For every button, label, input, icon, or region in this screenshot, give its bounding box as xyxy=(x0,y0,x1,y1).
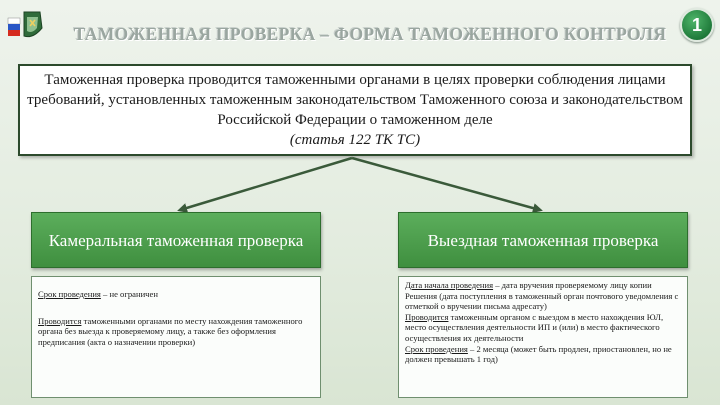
slide-number-badge: 1 xyxy=(680,8,714,42)
desk-term-label: Срок проведения xyxy=(38,289,101,299)
field-check-heading: Выездная таможенная проверка xyxy=(398,212,688,268)
field-term-paragraph xyxy=(405,344,681,365)
desk-conducted-text: таможенными органами по месту нахождения таможенного органа без выезда к проверяемому лицу, а также без оформления предписания (акта о назначении проверки) xyxy=(38,315,303,347)
field-start-text: – дата вручения проверяемому лицу копии Решения (дата поступления в таможенный орган почтового уведомления с отметкой о вручении письма адресату) xyxy=(405,280,679,312)
desk-check-details xyxy=(31,276,321,398)
field-conducted-paragraph xyxy=(405,312,681,344)
desk-check-heading: Камеральная таможенная проверка xyxy=(31,212,321,268)
definition-text: Таможенная проверка проводится таможенными органами в целях проверки соблюдения лицами требований, установленных таможенным законодательством Таможенного союза и законодательством Российской Федерации о таможенном деле xyxy=(27,72,683,128)
field-conducted-label: Проводится xyxy=(405,311,449,322)
page-title: ТАМОЖЕННАЯ ПРОВЕРКА – ФОРМА ТАМОЖЕННОГО КОНТРОЛЯ xyxy=(73,24,667,44)
arrow-to-desk-check xyxy=(180,158,352,210)
arrow-to-field-check xyxy=(352,158,540,210)
desk-term-text: – не ограничен xyxy=(100,289,158,299)
law-reference: (статья 122 ТК ТС) xyxy=(289,132,421,148)
desk-conducted-label: Проводится xyxy=(38,315,82,326)
field-conducted-text: таможенным органом с выездом в место нахождения ЮЛ, место осуществления деятельности ИП и (или) в место фактического осуществления их деятельности xyxy=(405,311,664,343)
field-start-paragraph xyxy=(405,280,681,312)
desk-conducted-paragraph xyxy=(38,316,314,348)
field-check-details xyxy=(398,276,688,398)
field-term-label: Срок проведения xyxy=(405,343,468,354)
desk-term-paragraph xyxy=(38,289,314,300)
field-term-text: – 2 месяца (может быть продлен, приостановлен, но не должен превышать 1 год) xyxy=(405,343,672,365)
field-start-label: Дата начала проведения xyxy=(405,280,494,290)
